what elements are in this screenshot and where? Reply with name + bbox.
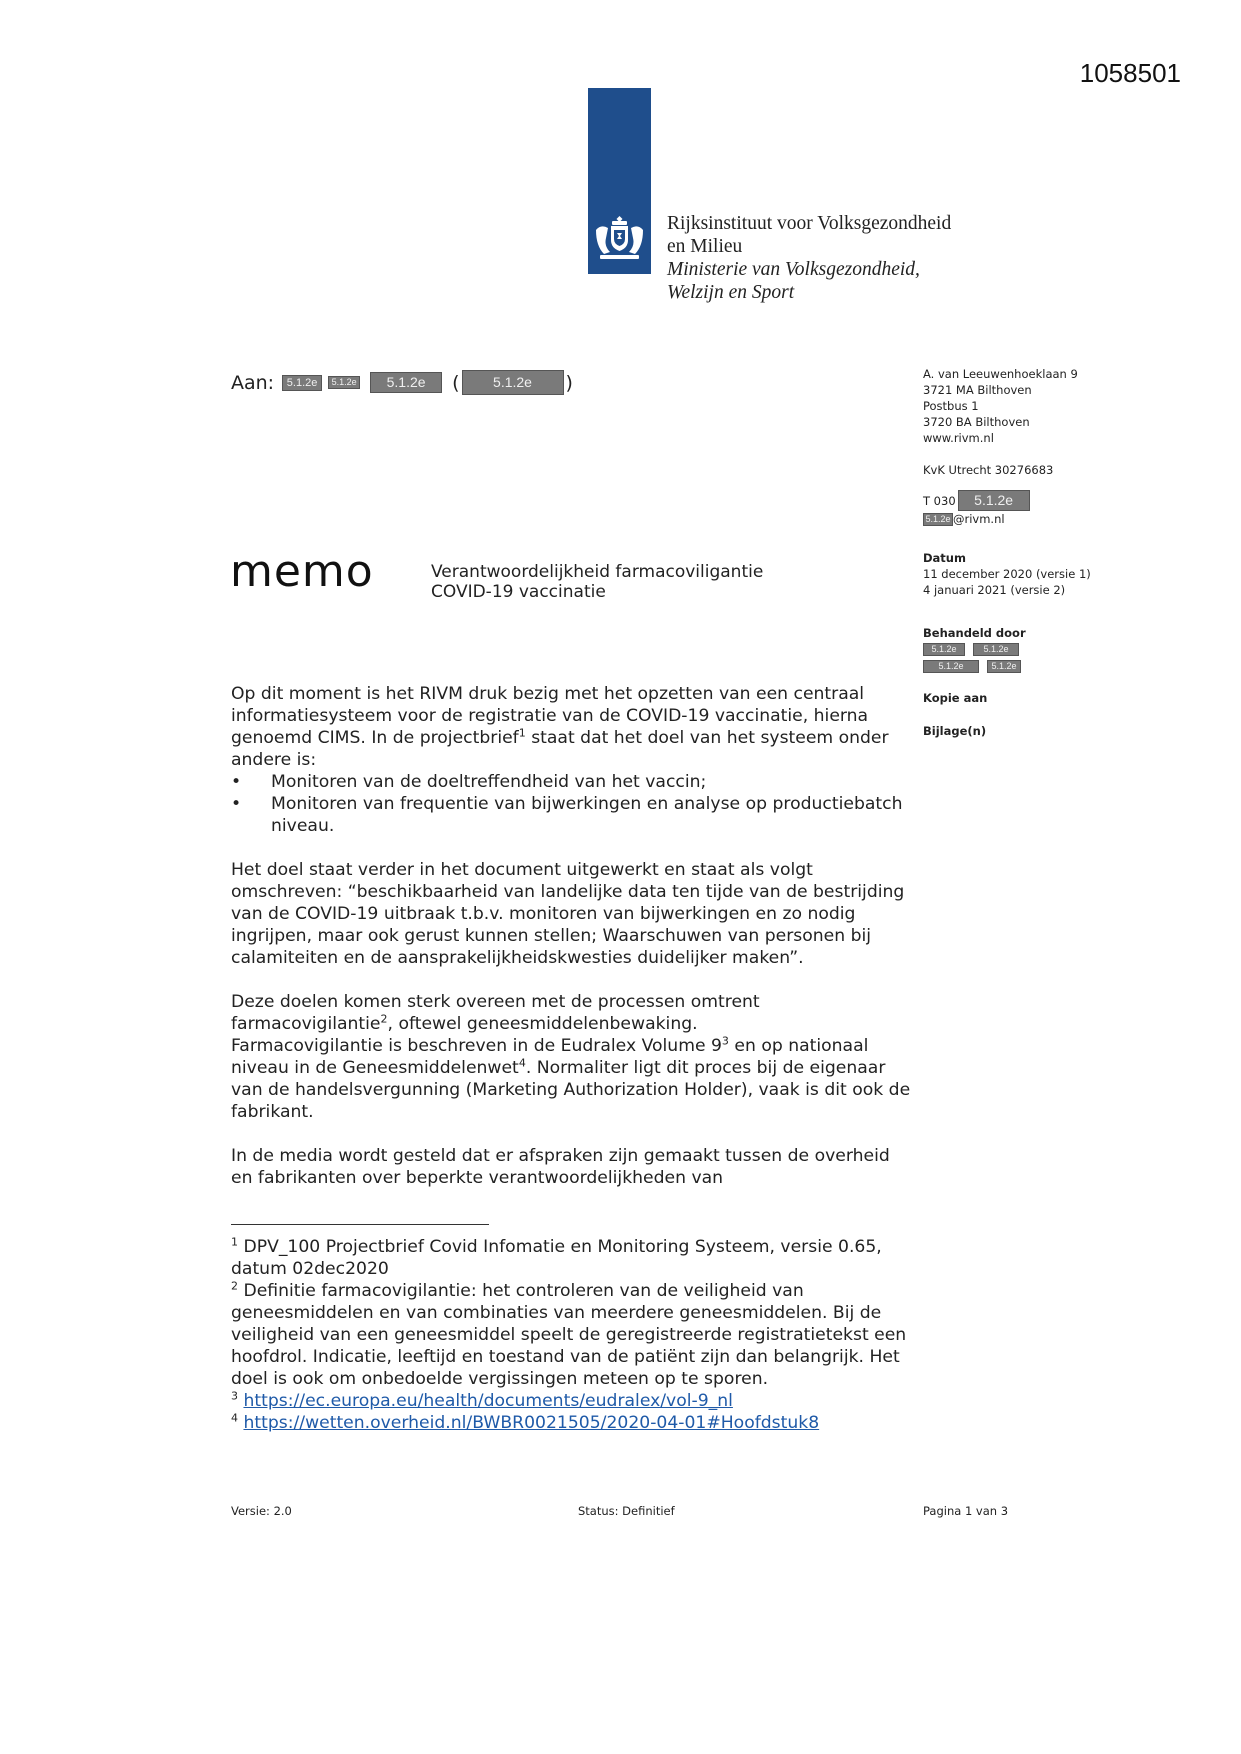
footnote-number: 1 <box>231 1235 238 1249</box>
email-redaction: 5.1.2e <box>923 513 953 526</box>
paragraph-3-text: Deze doelen komen sterk overeen met de processen omtrent farmacovigilantie <box>231 992 760 1034</box>
paragraph-3 <box>231 991 911 1123</box>
footnote-ref: 2 <box>380 1012 388 1026</box>
footnote-2 <box>231 1280 911 1390</box>
org-line-1: Rijksinstituut voor Volksgezondheid <box>667 213 952 234</box>
recipient-line: Aan: 5.1.2e 5.1.2e 5.1.2e ( 5.1.2e ) <box>231 371 573 394</box>
paragraph-1-text: Op dit moment is het RIVM druk bezig met het opzetten van een centraal informatiesysteem voor de registratie van de COVID-19 vaccinatie, hierna genoemd CIMS. In de projectbrief <box>231 684 869 748</box>
bullet: • <box>231 772 242 792</box>
list-item <box>231 771 911 793</box>
footnote-4 <box>231 1412 911 1434</box>
rijksoverheid-logo <box>588 88 651 274</box>
phone-prefix: T 030 <box>923 493 956 508</box>
redaction-block: 5.1.2e <box>973 643 1019 656</box>
footnote-number: 2 <box>231 1279 238 1293</box>
footnote-text: DPV_100 Projectbrief Covid Infomatie en Monitoring Systeem, versie 0.65, datum 02dec2020 <box>231 1237 882 1279</box>
paragraph-3-text: . Normaliter ligt dit proces bij de eigenaar van de handelsvergunning (Marketing Authorization Holder), vaak is dit ook de fabrikant. <box>231 1058 911 1122</box>
paragraph-3-text: en op nationaal niveau in de Geneesmiddelenwet <box>231 1036 869 1078</box>
memo-heading: memo <box>230 546 374 597</box>
footnote-number: 3 <box>231 1389 238 1403</box>
date-version-2: 4 januari 2021 (versie 2) <box>923 583 1066 597</box>
footnote-3 <box>231 1390 911 1412</box>
eudralex-link[interactable]: https://ec.europa.eu/health/documents/eudralex/vol-9_nl <box>243 1391 733 1411</box>
memo-subject-line-2: COVID-19 vaccinatie <box>431 582 606 602</box>
org-line-3: Ministerie van Volksgezondheid, <box>667 259 920 280</box>
paragraph-2: Het doel staat verder in het document uitgewerkt en staat als volgt omschreven: “beschikbaarheid van landelijke data ten tijde van de bestrijding van de COVID-19 uitbraak t.b.v. monitoren van bijwerkingen en zo nodig ingrijpen, maar ook gerust kunnen stellen; Waarschuwen van personen bij calamiteiten en de aansprakelijkheidskwesties duidelijker maken”. <box>231 860 905 968</box>
memo-body <box>231 683 911 1211</box>
footnote-divider <box>231 1224 489 1225</box>
redaction-block: 5.1.2e <box>462 370 564 395</box>
footnote-ref: 3 <box>721 1034 729 1048</box>
email-line <box>923 511 1078 527</box>
redaction-block: 5.1.2e <box>923 643 965 656</box>
memo-subject-line-1: Verantwoordelijkheid farmacoviligantie <box>431 562 764 582</box>
list-item-text: Monitoren van frequentie van bijwerkingen en analyse op productiebatch niveau. <box>271 794 903 836</box>
list-item-text: Monitoren van de doeltreffendheid van het vaccin; <box>271 772 707 792</box>
footnote-ref: 1 <box>518 726 526 740</box>
footer-page: Pagina 1 van 3 <box>923 1504 1009 1518</box>
address-website: www.rivm.nl <box>923 431 994 445</box>
footer-status: Status: Definitief <box>578 1504 675 1518</box>
paragraph-1-end: staat dat het doel van het systeem onder andere is: <box>231 728 889 770</box>
goals-list <box>231 771 911 837</box>
date-version-1: 11 december 2020 (versie 1) <box>923 567 1091 581</box>
date-label: Datum <box>923 551 966 565</box>
list-item <box>231 793 911 837</box>
phone-redaction: 5.1.2e <box>958 490 1030 511</box>
phone-line <box>923 490 1078 511</box>
address-block <box>923 366 1078 527</box>
geneesmiddelenwet-link[interactable]: https://wetten.overheid.nl/BWBR0021505/2020-04-01#Hoofdstuk8 <box>243 1413 820 1433</box>
paragraph-3-text: Farmacovigilantie is beschreven in de Eudralex Volume 9 <box>231 1036 722 1056</box>
handled-by-label: Behandeld door <box>923 626 1026 640</box>
address-postbus: Postbus 1 <box>923 399 979 413</box>
redaction-block: 5.1.2e <box>370 372 442 393</box>
footnote-number: 4 <box>231 1411 238 1425</box>
paragraph-4: In de media wordt gesteld dat er afspraken zijn gemaakt tussen de overheid en fabrikanten over beperkte verantwoordelijkheden van <box>231 1146 890 1188</box>
address-postcity: 3720 BA Bilthoven <box>923 415 1030 429</box>
address-city: 3721 MA Bilthoven <box>923 383 1032 397</box>
address-street: A. van Leeuwenhoeklaan 9 <box>923 367 1078 381</box>
date-block <box>923 550 1091 598</box>
organisation-name <box>667 212 951 304</box>
paragraph-3-text: , oftewel geneesmiddelenbewaking. <box>387 1014 698 1034</box>
document-number: 1058501 <box>1079 58 1181 88</box>
redaction-block: 5.1.2e <box>282 375 322 391</box>
footnotes <box>231 1236 911 1434</box>
footnote-text: Definitie farmacovigilantie: het controleren van de veiligheid van geneesmiddelen en van combinaties van meerdere geneesmiddelen. Bij de veiligheid van een geneesmiddel speelt de geregistreerde registratietekst een hoofdrol. Indicatie, leeftijd en toestand van de patiënt zijn dan belangrijk. Het doel is ook om onbedoelde vergissingen meteen op te sporen. <box>231 1281 907 1389</box>
memo-subject <box>431 562 763 602</box>
redaction-block: 5.1.2e <box>328 376 360 389</box>
paragraph-1 <box>231 683 911 771</box>
recipient-label: Aan: <box>231 371 275 394</box>
footer-version: Versie: 2.0 <box>231 1504 292 1518</box>
footnote-ref: 4 <box>518 1056 526 1070</box>
kvk-number: KvK Utrecht 30276683 <box>923 463 1054 477</box>
email-suffix: @rivm.nl <box>953 512 1005 526</box>
redaction-block: 5.1.2e <box>923 660 979 673</box>
copy-to-label: Kopie aan <box>923 691 988 705</box>
redaction-block: 5.1.2e <box>987 660 1021 673</box>
org-line-2: en Milieu <box>667 236 743 257</box>
footnote-1 <box>231 1236 911 1280</box>
org-line-4: Welzijn en Sport <box>667 282 795 303</box>
coat-of-arms-icon <box>592 212 647 262</box>
bullet: • <box>231 794 242 814</box>
attachments-label: Bijlage(n) <box>923 724 987 738</box>
handled-by-block <box>923 625 1026 673</box>
